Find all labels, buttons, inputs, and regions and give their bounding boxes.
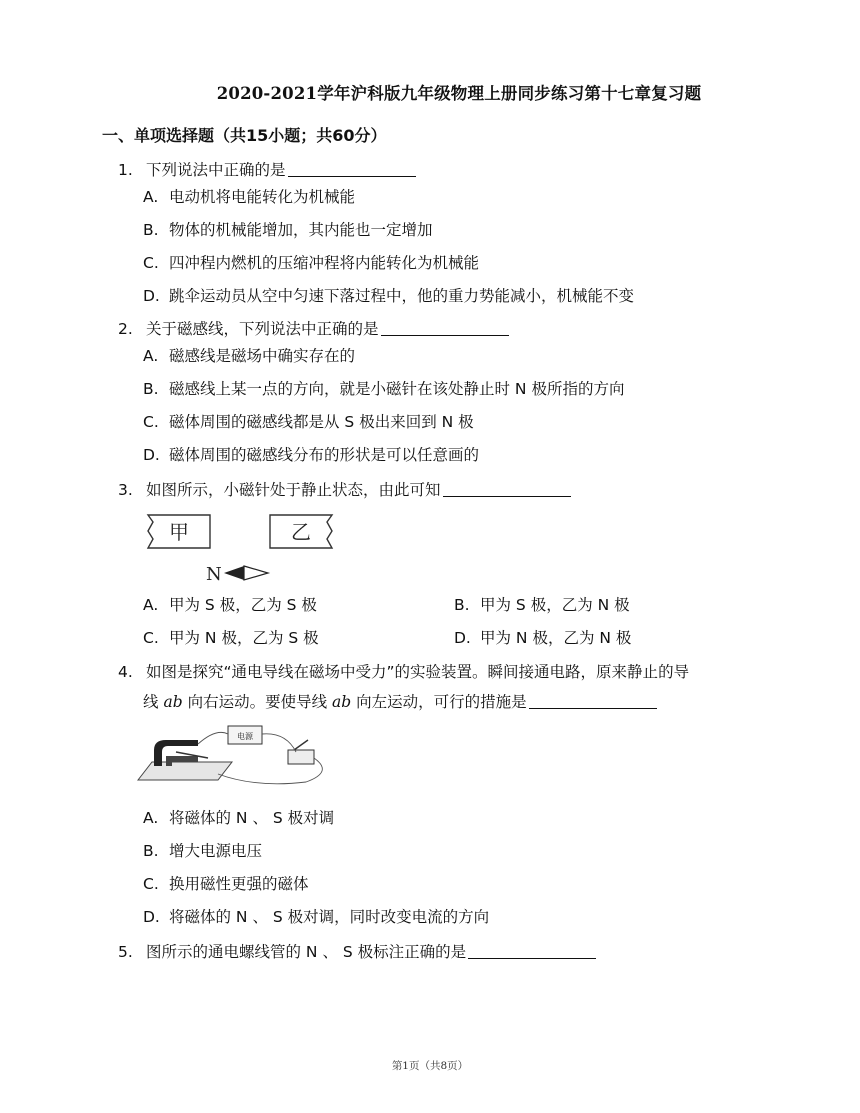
- power-supply-label: 电源: [237, 732, 253, 741]
- variable-ab: ab: [332, 693, 352, 711]
- answer-blank[interactable]: [381, 319, 509, 336]
- stem-text: 向右运动。要使导线: [187, 693, 328, 711]
- page-title: 2020-2021学年沪科版九年级物理上册同步练习第十七章复习题: [216, 84, 702, 103]
- option-3a: [143, 595, 317, 615]
- option-label: A.: [143, 809, 159, 827]
- option-label: D.: [143, 287, 160, 305]
- question-number: 3.: [118, 481, 133, 499]
- question-5: [118, 942, 596, 962]
- option-1d: [143, 286, 634, 306]
- page-footer: 第1页（共8页）: [391, 1060, 469, 1072]
- switch-lever: [294, 740, 308, 750]
- option-text: 甲为 N 极，乙为 S 极: [169, 629, 319, 647]
- option-text: 磁体周围的磁感线都是从 S 极出来回到 N 极: [169, 413, 474, 431]
- option-text: 四冲程内燃机的压缩冲程将内能转化为机械能: [169, 254, 480, 272]
- option-label: C.: [143, 629, 159, 647]
- question-1: [118, 160, 416, 180]
- option-1a: [143, 187, 355, 207]
- option-text: 磁体周围的磁感线分布的形状是可以任意画的: [169, 446, 480, 464]
- experiment-apparatus-figure: [136, 722, 336, 788]
- option-label: D.: [143, 908, 160, 926]
- question-number: 4.: [118, 663, 133, 681]
- question-4-line2: [143, 692, 657, 712]
- option-1c: [143, 253, 479, 273]
- option-text: 将磁体的 N 、 S 极对调，同时改变电流的方向: [169, 908, 490, 926]
- option-text: 将磁体的 N 、 S 极对调: [169, 809, 335, 827]
- option-4d: [143, 907, 489, 927]
- magnet-needle-figure: [140, 510, 340, 584]
- wire: [198, 732, 228, 744]
- option-label: C.: [143, 254, 159, 272]
- question-2: [118, 319, 509, 339]
- needle-south-half: [244, 566, 268, 580]
- needle-n-label: N: [206, 564, 222, 584]
- stem-text: 向左运动，可行的措施是: [356, 693, 527, 711]
- option-text: 物体的机械能增加，其内能也一定增加: [169, 221, 433, 239]
- question-number: 5.: [118, 943, 133, 961]
- question-number: 2.: [118, 320, 133, 338]
- base-board: [138, 762, 232, 780]
- wire: [262, 734, 296, 752]
- option-1b: [143, 220, 433, 240]
- question-4: [118, 662, 689, 682]
- option-text: 磁感线上某一点的方向，就是小磁针在该处静止时 N 极所指的方向: [169, 380, 625, 398]
- option-label: A.: [143, 188, 159, 206]
- option-text: 换用磁性更强的磁体: [169, 875, 309, 893]
- option-label: B.: [143, 842, 159, 860]
- option-label: A.: [143, 347, 159, 365]
- option-4c: [143, 874, 309, 894]
- right-magnet-label: 乙: [291, 520, 311, 544]
- option-3c: [143, 628, 319, 648]
- option-label: C.: [143, 413, 159, 431]
- answer-blank[interactable]: [288, 160, 416, 177]
- option-text: 电动机将电能转化为机械能: [169, 188, 356, 206]
- question-stem: 如图所示，小磁针处于静止状态，由此可知: [146, 481, 441, 499]
- option-text: 甲为 N 极，乙为 N 极: [480, 629, 632, 647]
- option-label: D.: [454, 629, 471, 647]
- option-text: 甲为 S 极，乙为 S 极: [169, 596, 317, 614]
- option-2b: [143, 379, 624, 399]
- option-3d: [454, 628, 631, 648]
- switch-base: [288, 750, 314, 764]
- variable-ab: ab: [163, 693, 183, 711]
- left-magnet-label: 甲: [169, 520, 189, 544]
- option-2a: [143, 346, 355, 366]
- option-4a: [143, 808, 334, 828]
- option-text: 跳伞运动员从空中匀速下落过程中，他的重力势能减小，机械能不变: [169, 287, 635, 305]
- question-stem: 关于磁感线，下列说法中正确的是: [146, 320, 379, 338]
- answer-blank[interactable]: [529, 692, 657, 709]
- option-2d: [143, 445, 479, 465]
- option-label: B.: [143, 221, 159, 239]
- option-label: B.: [454, 596, 470, 614]
- option-label: B.: [143, 380, 159, 398]
- option-text: 甲为 S 极，乙为 N 极: [480, 596, 630, 614]
- question-number: 1.: [118, 161, 133, 179]
- section-heading: 一、单项选择题（共15小题；共60分）: [102, 126, 387, 145]
- option-label: D.: [143, 446, 160, 464]
- question-stem: 图所示的通电螺线管的 N 、 S 极标注正确的是: [146, 943, 467, 961]
- answer-blank[interactable]: [443, 480, 571, 497]
- option-2c: [143, 412, 474, 432]
- question-3: [118, 480, 571, 500]
- answer-blank[interactable]: [468, 942, 596, 959]
- option-4b: [143, 841, 262, 861]
- option-3b: [454, 595, 630, 615]
- stem-text: 线: [143, 693, 159, 711]
- needle-north-half: [224, 566, 244, 580]
- option-text: 磁感线是磁场中确实存在的: [169, 347, 356, 365]
- question-stem: 下列说法中正确的是: [146, 161, 286, 179]
- option-text: 增大电源电压: [169, 842, 263, 860]
- question-stem-line1: 如图是探究“通电导线在磁场中受力”的实验装置。瞬间接通电路，原来静止的导: [146, 663, 690, 681]
- option-label: A.: [143, 596, 159, 614]
- option-label: C.: [143, 875, 159, 893]
